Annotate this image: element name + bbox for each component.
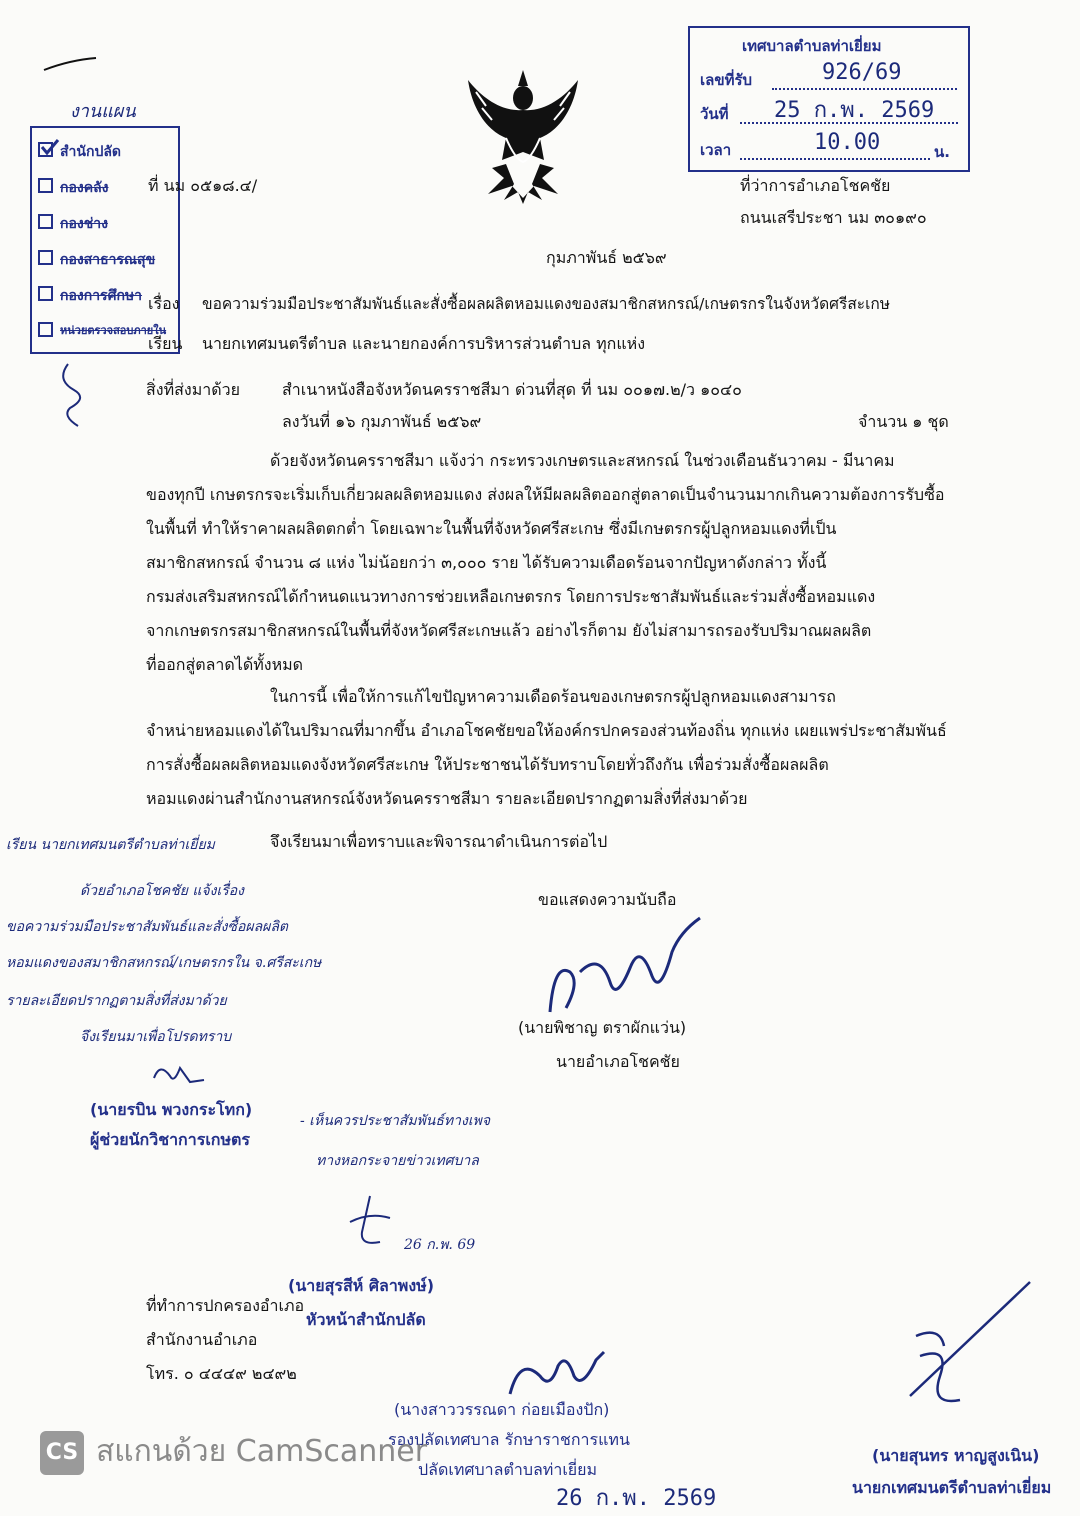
route-item-1: กองคลัง xyxy=(60,180,109,196)
handwritten-note-line: จึงเรียนมาเพื่อโปรดทราบ xyxy=(80,1029,232,1045)
reference-number: ที่ นม ๐๕๑๘.๔/ xyxy=(148,176,258,195)
checkbox[interactable] xyxy=(38,178,53,193)
footer-tel: โทร. ๐ ๔๔๔๙ ๒๔๙๒ xyxy=(146,1364,297,1383)
route-item-3: กองสาธารณสุข xyxy=(60,252,156,268)
footer-office: สำนักงานอำเภอ xyxy=(146,1330,258,1349)
checkbox[interactable] xyxy=(38,250,53,265)
signature-mark xyxy=(340,1192,400,1252)
garuda-emblem xyxy=(462,68,584,206)
recipient-label: เรียน xyxy=(148,334,183,353)
route-item-4: กองการศึกษา xyxy=(60,288,143,304)
staff3-name: (นางสาววรรณดา ก่อยเมืองปัก) xyxy=(394,1400,610,1419)
stamp-time-unit: น. xyxy=(934,143,950,161)
staff2-name: (นายสุรสีห์ ศิลาพงษ์) xyxy=(288,1276,435,1295)
footer-dept: ที่ทำการปกครองอำเภอ xyxy=(146,1296,305,1315)
handwritten-note2-line: - เห็นควรประชาสัมพันธ์ทางเพจ xyxy=(300,1113,491,1129)
handwritten-note-line: หอมแดงของสมาชิกสหกรณ์/เกษตรกรใน จ.ศรีสะเกษ xyxy=(6,955,322,971)
office-address: ถนนเสรีประชา นม ๓๐๑๙๐ xyxy=(740,208,927,227)
initial-mark xyxy=(48,360,98,430)
subject-text: ขอความร่วมมือประชาสัมพันธ์และสั่งซื้อผลผลิตหอมแดงของสมาชิกสหกรณ์/เกษตรกรในจังหวัดศรีสะเกษ xyxy=(202,295,891,313)
enclosure-qty: จำนวน ๑ ชุด xyxy=(858,412,949,431)
signature-district-chief xyxy=(540,912,710,1024)
signature-mayor xyxy=(880,1276,1040,1436)
staff3-title1: รองปลัดเทศบาล รักษาราชการแทน xyxy=(388,1430,630,1449)
route-item-0: สำนักปลัด xyxy=(60,144,122,160)
watermark-text: สแกนด้วย CamScanner xyxy=(96,1434,428,1469)
check-icon xyxy=(40,138,60,156)
handwritten-note-line: ด้วยอำเภอโชคชัย แจ้งเรื่อง xyxy=(80,883,245,899)
mayor-title: นายกเทศมนตรีตำบลท่าเยี่ยม xyxy=(852,1478,1052,1497)
receipt-stamp xyxy=(688,26,970,172)
staff1-name: (นายรบิน พวงกระโทก) xyxy=(90,1100,253,1119)
routing-box xyxy=(30,126,183,354)
scanner-watermark xyxy=(40,1428,427,1475)
routing-handwritten-note: งานแผน xyxy=(70,101,136,122)
staff3-date: 26 ก.พ. 2569 xyxy=(556,1486,717,1511)
stamp-date-value: 25 ก.พ. 2569 xyxy=(774,98,935,123)
issuing-office: ที่ว่าการอำเภอโชคชัย xyxy=(740,176,891,195)
closing-regards: ขอแสดงความนับถือ xyxy=(538,890,677,909)
enclosure-line2: ลงวันที่ ๑๖ กุมภาพันธ์ ๒๕๖๙ xyxy=(282,412,482,431)
checkbox[interactable] xyxy=(38,322,53,337)
staff3-title2: ปลัดเทศบาลตำบลท่าเยี่ยม xyxy=(418,1460,598,1479)
recipient-text: นายกเทศมนตรีตำบล และนายกองค์การบริหารส่วนตำบล ทุกแห่ง xyxy=(202,334,646,353)
enclosure-label: สิ่งที่ส่งมาด้วย xyxy=(146,380,240,399)
signature-deputy xyxy=(500,1346,620,1406)
checkbox[interactable] xyxy=(38,286,53,301)
subject-label: เรื่อง xyxy=(148,294,180,313)
body-paragraph-2: ในการนี้ เพื่อให้การแก้ไขปัญหาความเดือดร้อนของเกษตรกรผู้ปลูกหอมแดงสามารถ จำหน่ายหอมแดงได้ในปริมาณที่มากขึ้น อำเภอโชคชัยขอให้องค์กรปกครองส่วนท้องถิ่น ทุกแห่ง เผยแพร่ประชาสัมพันธ์ การสั่งซื้อผลผลิตหอมแดงจังหวัดศรีสะเกษ ให้ประชาชนได้รับทราบโดยทั่วถึงกัน เพื่อร่วมสั่งซื้อผลผลิต หอมแดงผ่านสำนักงานสหกรณ์จังหวัดนครราชสีมา รายละเอียดปรากฏตามสิ่งที่ส่งมาด้วย xyxy=(146,687,947,808)
signer-name: (นายพิชาญ ตราผักแว่น) xyxy=(518,1018,687,1037)
staff2-title: หัวหน้าสำนักปลัด xyxy=(306,1310,426,1329)
stamp-no-label: เลขที่รับ xyxy=(700,71,753,89)
mayor-name: (นายสุนทร หาญสูงเนิน) xyxy=(872,1446,1040,1465)
pen-stroke xyxy=(40,56,100,76)
closing-sentence: จึงเรียนมาเพื่อทราบและพิจารณาดำเนินการต่อไป xyxy=(270,832,608,851)
document-date: กุมภาพันธ์ ๒๕๖๙ xyxy=(546,248,667,267)
enclosure-line1: สำเนาหนังสือจังหวัดนครราชสีมา ด่วนที่สุด ที่ นม ๐๐๑๗.๒/ว ๑๐๔๐ xyxy=(282,380,742,399)
stamp-date-label: วันที่ xyxy=(700,105,729,123)
body-paragraph-1: ด้วยจังหวัดนครราชสีมา แจ้งว่า กระทรวงเกษตรและสหกรณ์ ในช่วงเดือนธันวาคม - มีนาคม ของทุกปี เกษตรกรจะเริ่มเก็บเกี่ยวผลผลิตหอมแดง ส่งผลให้มีผลผลิตออกสู่ตลาดเป็นจำนวนมากเกินความต้องการรับซื้อ ในพื้นที่ ทำให้ราคาผลผลิตตกต่ำ โดยเฉพาะในพื้นที่จังหวัดศรีสะเกษ ซึ่งมีเกษตรกรผู้ปลูกหอมแดงที่เป็น สมาชิกสหกรณ์ จำนวน ๘ แห่ง ไม่น้อยกว่า ๓,๐๐๐ ราย ได้รับความเดือดร้อนจากปัญหาดังกล่าว ทั้งนี้ กรมส่งเสริมสหกรณ์ได้กำหนดแนวทางการช่วยเหลือเกษตรกร โดยการประชาสัมพันธ์และร่วมสั่งซื้อหอมแดง จากเกษตรกรสมาชิกสหกรณ์ในพื้นที่จังหวัดศรีสะเกษแล้ว อย่างไรก็ตาม ยังไม่สามารถรองรับปริมาณผลผลิต ที่ออกสู่ตลาดได้ทั้งหมด xyxy=(146,451,945,674)
stamp-time-value: 10.00 xyxy=(814,130,881,155)
handwritten-note-line: รายละเอียดปรากฏตามสิ่งที่ส่งมาด้วย xyxy=(6,993,227,1009)
handwritten-note-line: ขอความร่วมมือประชาสัมพันธ์และสั่งซื้อผลผลิต xyxy=(6,919,289,935)
stamp-org: เทศบาลตำบลท่าเยี่ยม xyxy=(742,37,882,55)
route-item-2: กองช่าง xyxy=(60,216,108,232)
stamp-no-value: 926/69 xyxy=(822,60,902,85)
handwritten-note2-date: 26 ก.พ. 69 xyxy=(404,1237,476,1253)
signer-title: นายอำเภอโชคชัย xyxy=(556,1052,680,1071)
signature-initials xyxy=(150,1058,210,1088)
stamp-time-label: เวลา xyxy=(700,141,732,159)
handwritten-note-line: เรียน นายกเทศมนตรีตำบลท่าเยี่ยม xyxy=(6,837,215,853)
route-item-5: หน่วยตรวจสอบภายใน xyxy=(60,324,167,337)
staff1-title: ผู้ช่วยนักวิชาการเกษตร xyxy=(90,1130,250,1149)
handwritten-note2-line: ทางหอกระจายข่าวเทศบาล xyxy=(316,1153,479,1169)
checkbox[interactable] xyxy=(38,214,53,229)
camscanner-logo-icon: CS xyxy=(40,1431,84,1475)
